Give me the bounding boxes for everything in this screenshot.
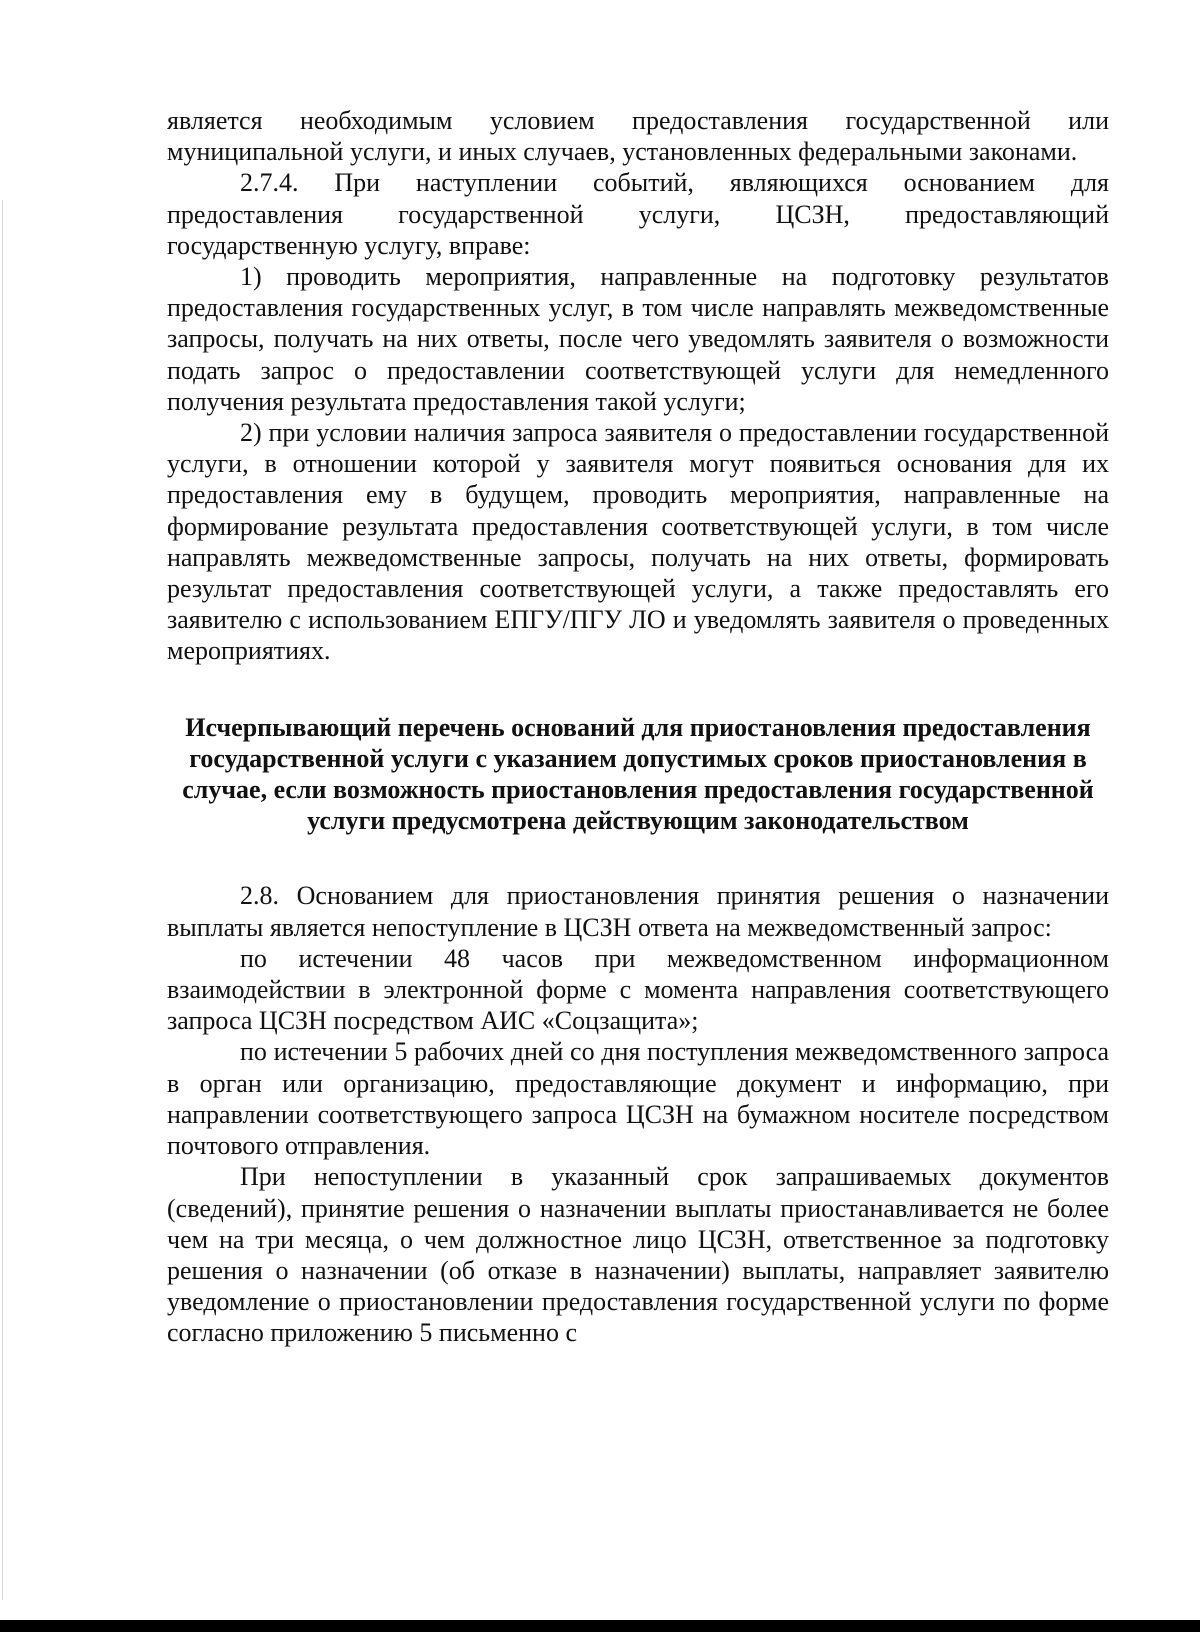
paragraph-suspension: При непоступлении в указанный срок запрашиваемых документов (сведений), принятие решения о назначении выплаты приостанавливается не более чем на три месяца, о чем должностное лицо ЦСЗН, ответственное за подготовку решения о назначении (об отказе в назначении) выплаты, направляет заявителю уведомление о приостановлении предоставления государственной услуги по форме согласно приложению 5 письменно с — [167, 1162, 1109, 1348]
document-body — [167, 105, 1109, 1349]
section-heading: Исчерпывающий перечень оснований для приостановления предоставления государственной услуги с указанием допустимых сроков приостановления в случае, если возможность приостановления предоставления государственной услуги предусмотрена действующим законодательством — [182, 712, 1094, 836]
paragraph-item-1: 1) проводить мероприятия, направленные на подготовку результатов предоставления государственных услуг, в том числе направлять межведомственные запросы, получать на них ответы, после чего уведомлять заявителя о возможности подать запрос о предоставлении соответствующей услуги для немедленного получения результата предоставления такой услуги; — [167, 262, 1109, 416]
scan-bottom-border — [0, 1620, 1200, 1632]
paragraph-continuation: является необходимым условием предоставления государственной или муниципальной услуги, и иных случаев, установленных федеральными законами. — [167, 106, 1109, 167]
paragraph-2-7-4: 2.7.4. При наступлении событий, являющихся основанием для предоставления государственной услуги, ЦСЗН, предоставляющий государственную услугу, вправе: — [167, 168, 1109, 260]
scan-edge-line — [2, 200, 3, 1600]
paragraph-48-hours: по истечении 48 часов при межведомственном информационном взаимодействии в электронной форме с момента направления соответствующего запроса ЦСЗН посредством АИС «Соцзащита»; — [167, 943, 1109, 1036]
paragraph-2-8: 2.8. Основанием для приостановления принятия решения о назначении выплаты является непоступление в ЦСЗН ответа на межведомственный запрос: — [167, 881, 1109, 942]
paragraph-item-2: 2) при условии наличия запроса заявителя о предоставлении государственной услуги, в отношении которой у заявителя могут появиться основания для их предоставления ему в будущем, проводить мероприятия, направленные на формирование результата предоставления соответствующей услуги, в том числе направлять межведомственные запросы, получать на них ответы, формировать результат предоставления соответствующей услуги, а также предоставлять его заявителю с использованием ЕПГУ/ПГУ ЛО и уведомлять заявителя о проведенных мероприятиях. — [167, 418, 1109, 666]
paragraph-5-days: по истечении 5 рабочих дней со дня поступления межведомственного запроса в орган или организацию, предоставляющие документ и информацию, при направлении соответствующего запроса ЦСЗН на бумажном носителе посредством почтового отправления. — [167, 1037, 1109, 1161]
